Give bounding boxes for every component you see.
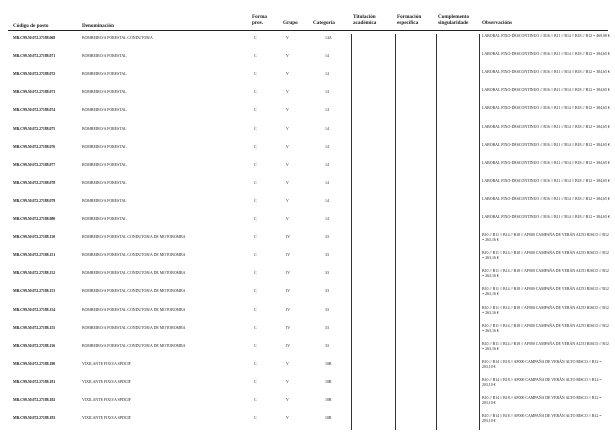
cell-forma: C (254, 144, 257, 149)
table-row (0, 88, 615, 106)
cell-observacions: B10 // B11 // B14 // B18 // AF000 CAMPAÑA DE VERÁN ALTO RISCO // B12 = 263,16 € (482, 287, 609, 297)
table-row (0, 70, 615, 88)
cell-denominacion: BOMBEIRO/A FORESTAL (82, 180, 127, 185)
table-row (0, 143, 615, 161)
cell-denominacion: BOMBEIRO/A FORESTAL (82, 126, 127, 131)
cell-categoria: 33 (325, 271, 329, 276)
table-row (0, 125, 615, 143)
cell-categoria: 10B (325, 398, 332, 402)
cell-grupo: V (286, 198, 289, 203)
cell-observacions: B10 // B14 // B18 // AF000 CAMPAÑA DE VERÁN ALTO RISCO // B12 = 203,10 € (482, 359, 602, 369)
cell-denominacion: BOMBEIRO/A FORESTAL (82, 217, 127, 221)
cell-codigo: MR.C99.50.072.27188.180 (13, 361, 56, 366)
table-row (0, 396, 615, 414)
cell-forma: C (254, 90, 257, 95)
cell-observacions: B10 // B11 // B14 // B18 // AF000 CAMPAÑA DE VERÁN ALTO RISCO // B12 = 263,16 € (482, 341, 609, 351)
cell-forma: C (254, 235, 257, 240)
table-row (0, 215, 615, 233)
cell-grupo: V (286, 180, 289, 185)
table-row (0, 161, 615, 179)
cell-denominacion: BOMBEIRO/A FORESTAL (82, 162, 127, 167)
cell-observacions: B10 // B11 // B14 // B18 // AF000 CAMPAÑA DE VERÁN ALTO RISCO // B12 = 263,16 € (482, 305, 609, 315)
cell-forma: C (254, 307, 257, 312)
cell-codigo: MR.C99.50.072.27188.152 (13, 271, 56, 276)
header-codigo: Código de posto (13, 23, 49, 29)
cell-denominacion: BOMBEIRO/A FORESTAL (82, 90, 127, 95)
cell-denominacion: BOMBEIRO/A FORESTAL CONDUTOR/A DE MOTOBOMBA (82, 325, 186, 330)
cell-forma: C (254, 217, 257, 221)
cell-observacions: B10 // B11 // B14 // B18 // AF000 CAMPAÑA DE VERÁN ALTO RISCO // B12 = 263,16 € (482, 251, 609, 261)
cell-grupo: IV (286, 253, 291, 258)
cell-forma: C (254, 36, 257, 40)
cell-observacions: LABORAL FIXO-DESCONTINUO // B16 // B11 // B14 // B18 // B12 = 384,65 € (482, 70, 610, 75)
cell-categoria: 33 (325, 307, 329, 312)
cell-codigo: MR.C99.50.072.27188.154 (13, 307, 56, 312)
cell-categoria: 33 (325, 253, 329, 258)
cell-observacions: LABORAL FIXO-DESCONTINUO // B16 // B11 // B14 // B18 // B12 = 384,65 € (482, 160, 610, 165)
cell-forma: C (254, 253, 257, 258)
cell-codigo: MR.C99.50.072.27188.072 (13, 72, 56, 77)
cell-categoria: 33 (325, 343, 329, 348)
header-titulacion: Titulación académica (353, 14, 377, 26)
cell-forma: C (254, 325, 257, 330)
cell-denominacion: VIXILANTE FIXO/A SPDCIF (82, 416, 131, 421)
cell-codigo: MR.C99.50.072.27188.182 (13, 398, 56, 402)
cell-codigo: MR.C99.50.072.27188.150 (13, 235, 56, 240)
cell-observacions: B10 // B14 // B18 // AF000 CAMPAÑA DE VERÁN ALTO RISCO // B12 = 203,10 € (482, 377, 602, 387)
cell-forma: C (254, 289, 257, 294)
cell-codigo: MR.C99.50.072.27188.151 (13, 253, 56, 258)
cell-categoria: 14 (325, 90, 329, 95)
table-row (0, 34, 615, 52)
table-row (0, 414, 615, 432)
cell-grupo: V (286, 361, 289, 366)
cell-denominacion: BOMBEIRO/A FORESTAL CONDUTOR/A DE MOTOBOMBA (82, 253, 186, 258)
cell-denominacion: VIXILANTE FIXO/A SPDCIF (82, 361, 131, 366)
table-row (0, 378, 615, 396)
cell-categoria: 14 (325, 108, 329, 113)
cell-codigo: MR.C99.50.072.27188.079 (13, 198, 56, 203)
cell-codigo: MR.C99.50.072.27188.078 (13, 180, 56, 185)
cell-denominacion: BOMBEIRO/A FORESTAL CONDUTOR/A (82, 36, 153, 40)
header-denominacion: Denominación (82, 23, 114, 29)
cell-denominacion: BOMBEIRO/A FORESTAL (82, 198, 127, 203)
cell-denominacion: BOMBEIRO/A FORESTAL CONDUTOR/A DE MOTOBOMBA (82, 271, 186, 276)
cell-categoria: 14A (325, 36, 332, 40)
header-observacions: Observacións (482, 20, 512, 26)
cell-forma: C (254, 162, 257, 167)
cell-categoria: 33 (325, 235, 329, 240)
cell-observacions: LABORAL FIXO-DESCONTINUO // B16 // B11 // B14 // B18 // B12 = 384,65 € (482, 88, 610, 93)
cell-categoria: 10B (325, 416, 332, 421)
cell-codigo: MR.C99.50.072.27188.075 (13, 126, 56, 131)
cell-codigo: MR.C99.50.072.27188.068 (13, 36, 56, 40)
cell-observacions: LABORAL FIXO-DESCONTINUO // B16 // B11 // B14 // B18 // B12 = 384,65 € (482, 215, 610, 219)
cell-categoria: 33 (325, 289, 329, 294)
cell-denominacion: BOMBEIRO/A FORESTAL (82, 72, 127, 77)
cell-categoria: 14 (325, 126, 329, 131)
cell-grupo: V (286, 54, 289, 59)
cell-grupo: V (286, 162, 289, 167)
cell-codigo: MR.C99.50.072.27188.156 (13, 343, 56, 348)
cell-forma: C (254, 398, 257, 402)
cell-observacions: B10 // B11 // B14 // B18 // AF000 CAMPAÑA DE VERÁN ALTO RISCO // B12 = 263,16 € (482, 233, 609, 243)
header-complemento: Complemento singularidade (438, 14, 470, 26)
cell-categoria: 14 (325, 198, 329, 203)
table-row (0, 306, 615, 324)
cell-observacions: B10 // B11 // B14 // B18 // AF000 CAMPAÑA DE VERÁN ALTO RISCO // B12 = 263,16 € (482, 269, 609, 279)
cell-forma: C (254, 198, 257, 203)
cell-codigo: MR.C99.50.072.27188.073 (13, 90, 56, 95)
cell-grupo: V (286, 90, 289, 95)
cell-categoria: 14 (325, 180, 329, 185)
header-formacion: Formación específica (397, 14, 422, 26)
cell-observacions: B10 // B11 // B14 // B18 // AF000 CAMPAÑA DE VERÁN ALTO RISCO // B12 = 263,16 € (482, 323, 609, 333)
cell-observacions: LABORAL FIXO-DESCONTINUO // B16 // B11 // B14 // B18 // B12 = 384,65 € (482, 52, 610, 57)
cell-observacions: LABORAL FIXO-DESCONTINUO // B16 // B11 // B14 // B18 // B12 = 469,08 € (482, 34, 610, 38)
header-forma: Forma prov. (252, 14, 267, 26)
cell-forma: C (254, 180, 257, 185)
cell-observacions: LABORAL FIXO-DESCONTINUO // B16 // B11 // B14 // B18 // B12 = 384,65 € (482, 106, 610, 111)
cell-codigo: MR.C99.50.072.27188.071 (13, 54, 56, 59)
cell-grupo: V (286, 379, 289, 384)
cell-denominacion: BOMBEIRO/A FORESTAL CONDUTOR/A DE MOTOBOMBA (82, 307, 186, 312)
cell-forma: C (254, 126, 257, 131)
table-row (0, 342, 615, 360)
cell-codigo: MR.C99.50.072.27188.074 (13, 108, 56, 113)
cell-codigo: MR.C99.50.072.27188.181 (13, 379, 56, 384)
cell-forma: C (254, 54, 257, 59)
table-row (0, 269, 615, 287)
cell-grupo: V (286, 217, 289, 221)
cell-categoria: 33 (325, 325, 329, 330)
cell-categoria: 14 (325, 162, 329, 167)
cell-grupo: V (286, 72, 289, 77)
table-row (0, 324, 615, 342)
cell-forma: C (254, 72, 257, 77)
cell-grupo: V (286, 416, 289, 421)
cell-grupo: V (286, 144, 289, 149)
cell-observacions: LABORAL FIXO-DESCONTINUO // B16 // B11 // B14 // B18 // B12 = 384,65 € (482, 142, 610, 147)
cell-observacions: LABORAL FIXO-DESCONTINUO // B16 // B11 // B14 // B18 // B12 = 384,65 € (482, 124, 610, 129)
table-row (0, 287, 615, 305)
cell-codigo: MR.C99.50.072.27188.153 (13, 289, 56, 294)
cell-codigo: MR.C99.50.072.27188.183 (13, 416, 56, 421)
table-row (0, 52, 615, 70)
cell-forma: C (254, 343, 257, 348)
cell-grupo: IV (286, 289, 291, 294)
cell-grupo: V (286, 36, 289, 40)
table-row (0, 360, 615, 378)
cell-forma: C (254, 416, 257, 421)
cell-grupo: IV (286, 325, 291, 330)
cell-categoria: 14 (325, 54, 329, 59)
table-row (0, 233, 615, 251)
cell-forma: C (254, 271, 257, 276)
table-row (0, 251, 615, 269)
cell-denominacion: BOMBEIRO/A FORESTAL (82, 144, 127, 149)
cell-denominacion: BOMBEIRO/A FORESTAL CONDUTOR/A DE MOTOBOMBA (82, 289, 186, 294)
cell-grupo: V (286, 398, 289, 402)
cell-denominacion: BOMBEIRO/A FORESTAL CONDUTOR/A DE MOTOBOMBA (82, 343, 186, 348)
cell-grupo: IV (286, 307, 291, 312)
cell-observacions: LABORAL FIXO-DESCONTINUO // B16 // B11 // B14 // B18 // B12 = 384,65 € (482, 178, 610, 183)
cell-codigo: MR.C99.50.072.27188.076 (13, 144, 56, 149)
cell-categoria: 14 (325, 217, 329, 221)
cell-categoria: 10B (325, 361, 332, 366)
header-rule (8, 30, 608, 31)
cell-categoria: 10B (325, 379, 332, 384)
cell-denominacion: VIXILANTE FIXO/A SPDCIF (82, 379, 131, 384)
cell-forma: C (254, 361, 257, 366)
cell-grupo: V (286, 126, 289, 131)
cell-forma: C (254, 108, 257, 113)
cell-grupo: IV (286, 271, 291, 276)
header-grupo: Grupo (283, 20, 298, 26)
cell-grupo: V (286, 108, 289, 113)
cell-categoria: 14 (325, 144, 329, 149)
cell-denominacion: VIXILANTE FIXO/A SPDCIF (82, 398, 131, 402)
cell-forma: C (254, 379, 257, 384)
table-row (0, 197, 615, 215)
table-row (0, 179, 615, 197)
table-row (0, 106, 615, 124)
cell-observacions: B10 // B14 // B18 // AF000 CAMPAÑA DE VERÁN ALTO RISCO // B12 = 203,10 € (482, 414, 602, 424)
cell-observacions: LABORAL FIXO-DESCONTINUO // B16 // B11 // B14 // B18 // B12 = 384,65 € (482, 196, 610, 201)
cell-grupo: IV (286, 235, 291, 240)
cell-codigo: MR.C99.50.072.27188.080 (13, 217, 56, 221)
cell-codigo: MR.C99.50.072.27188.077 (13, 162, 56, 167)
cell-codigo: MR.C99.50.072.27188.155 (13, 325, 56, 330)
cell-categoria: 14 (325, 72, 329, 77)
cell-denominacion: BOMBEIRO/A FORESTAL (82, 108, 127, 113)
header-categoria: Categoría (313, 20, 335, 26)
cell-denominacion: BOMBEIRO/A FORESTAL (82, 54, 127, 59)
cell-grupo: IV (286, 343, 291, 348)
cell-observacions: B10 // B14 // B18 // AF000 CAMPAÑA DE VERÁN ALTO RISCO // B12 = 203,10 € (482, 396, 602, 405)
cell-denominacion: BOMBEIRO/A FORESTAL CONDUTOR/A DE MOTOBOMBA (82, 235, 186, 240)
